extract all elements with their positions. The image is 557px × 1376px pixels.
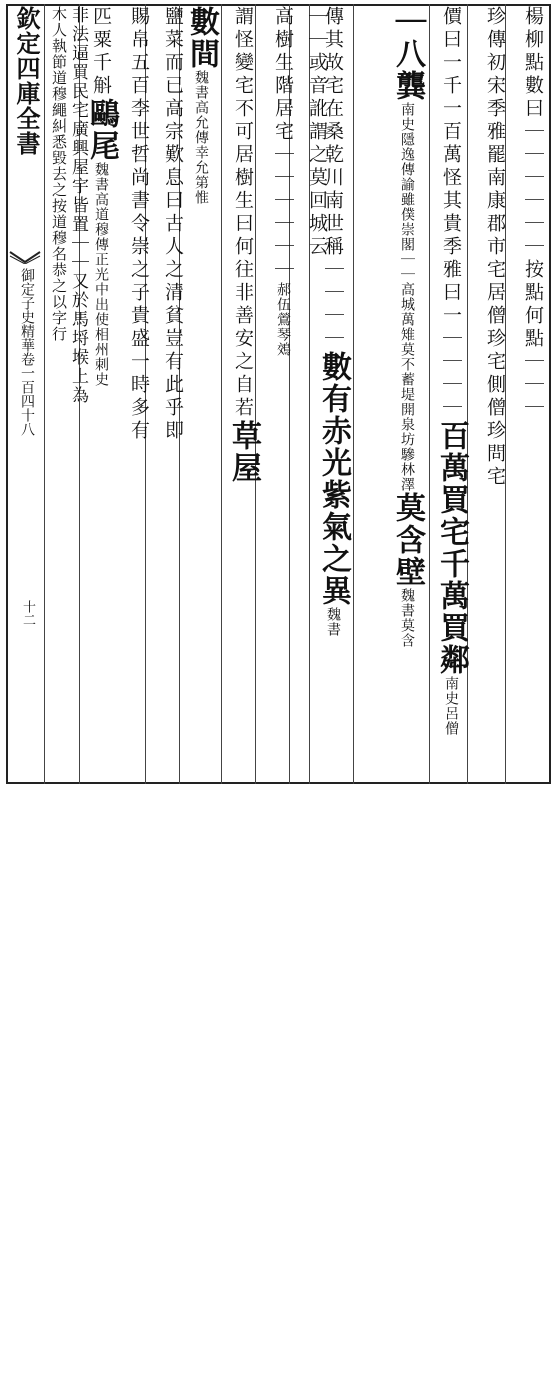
column-text: 匹粟千斛 xyxy=(90,6,112,98)
source-note: 郝伍鶯琴鵁 xyxy=(275,282,291,357)
text-column xyxy=(184,6,219,782)
page-number: 十二 xyxy=(20,600,35,626)
fishtail-ornament-icon xyxy=(8,250,42,264)
column-rule xyxy=(353,4,354,784)
source-note: 南史隱逸傳諭雖僕崇閣｜｜高城萬雉莫不蓄堤開泉坊驂林澤 xyxy=(399,102,415,492)
column-text: 高樹生階居宅｜｜｜｜｜｜ xyxy=(272,6,294,282)
text-column xyxy=(512,6,542,782)
column-text: 李世哲尚書令崇之子貴盛一時多有 xyxy=(128,98,150,443)
heading-phrase: 數有赤光紫氣之異 xyxy=(316,351,351,607)
margin-rule xyxy=(44,4,45,784)
heading-phrase: 數間 xyxy=(184,6,219,70)
source-note: 魏書高允傳幸允第惟 xyxy=(193,70,209,205)
column-text: 鹽菜而已高宗歎息曰古人之清貧豈有此乎即 xyxy=(162,6,184,443)
source-note: 魏書 xyxy=(325,607,341,637)
text-column xyxy=(46,6,66,782)
text-column xyxy=(434,6,469,782)
column-text: 珍傳初宋季雅罷南康郡市宅居僧珍宅側僧珍問宅 xyxy=(484,6,506,489)
column-text: 賜帛五百 xyxy=(128,6,150,98)
source-note: 魏書高道穆傳正光中出使相州刺史 xyxy=(93,162,109,387)
heading-phrase: 鷗尾 xyxy=(84,98,119,162)
heading-phrase: ｜八龔 xyxy=(390,6,425,102)
source-note: 南史呂僧 xyxy=(443,676,459,736)
text-column xyxy=(474,6,504,782)
text-column xyxy=(118,6,148,782)
volume-text: 卷一百四十八 xyxy=(19,352,35,436)
column-text: ｜｜或音訛謂之莫回城云 xyxy=(306,6,328,259)
book-title: 欽定四庫全書 xyxy=(12,6,41,156)
text-column xyxy=(152,6,182,782)
heading-phrase: 草屋 xyxy=(226,420,261,484)
subtitle-text: 御定子史精華 xyxy=(19,268,35,352)
column-rule xyxy=(429,4,430,784)
column-text: 木人執節道穆繩糾悉毀去之按道穆名恭之以字行 xyxy=(50,6,68,342)
text-column xyxy=(390,6,425,782)
text-column xyxy=(226,6,261,782)
column-text: 楊柳點數曰｜｜｜｜｜｜按點何點｜｜｜ xyxy=(522,6,544,420)
heading-phrase: 百萬買宅千萬買鄰 xyxy=(434,420,469,676)
column-rule xyxy=(221,4,222,784)
text-column xyxy=(296,6,326,782)
column-text: 謂怪變宅不可居樹生曰何往非善安之自若 xyxy=(232,6,254,420)
column-text: 非法逼買民宅廣興屋宇皆置｜｜又於馬埒堠上為 xyxy=(68,6,88,405)
column-text: 傳其故宅在桑乾川南世稱｜｜｜｜ xyxy=(322,6,344,351)
text-column xyxy=(262,6,292,782)
column-text: 價曰一千一百萬怪其貴季雅曰一｜｜｜｜ xyxy=(440,6,462,420)
source-note: 魏書莫含 xyxy=(399,588,415,648)
heading-phrase: 莫含壁 xyxy=(390,492,425,588)
text-column xyxy=(84,6,119,782)
